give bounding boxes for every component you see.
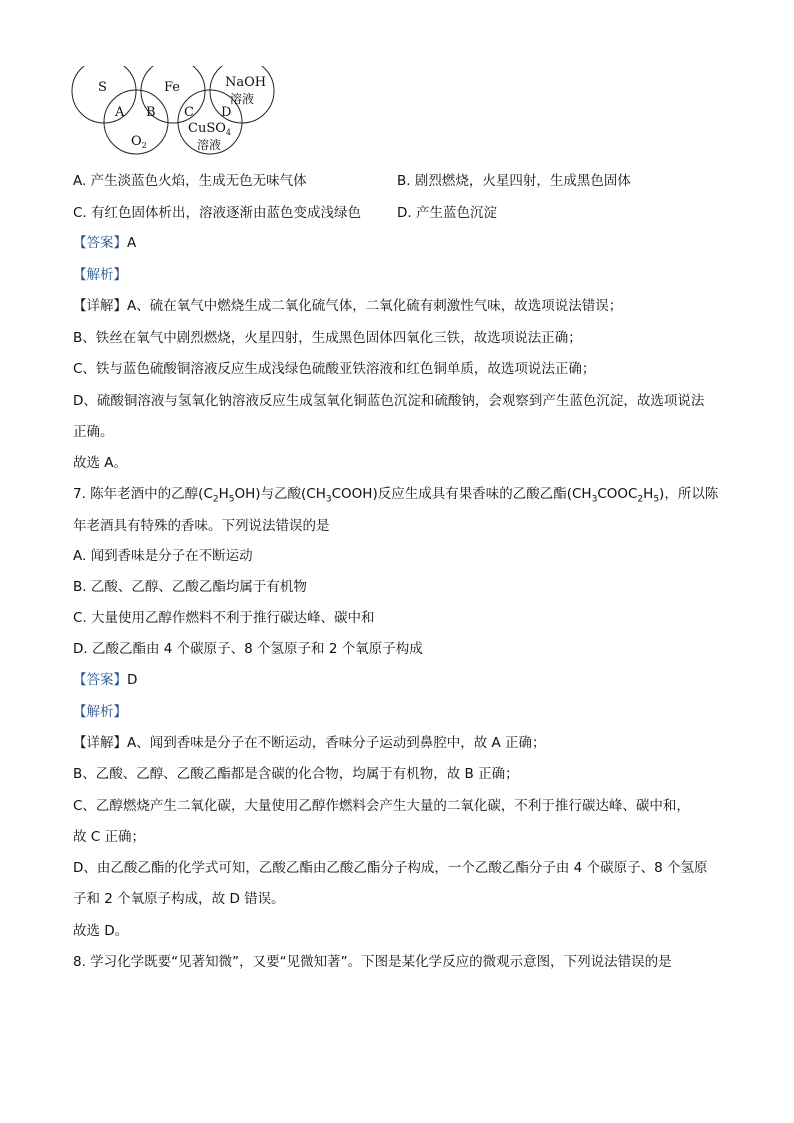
q6-option-a: A. 产生淡蓝色火焰，生成无色无味气体: [73, 173, 307, 189]
q6-answer-value: A: [127, 235, 137, 251]
q7-option-c: C. 大量使用乙醇作燃料不利于推行碳达峰、碳中和: [73, 610, 375, 626]
q7-option-d: D. 乙酸乙酯由 4 个碳原子、8 个氢原子和 2 个氧原子构成: [73, 641, 423, 657]
answer-tag: 【答案】: [73, 235, 127, 251]
label-cuso4: CuSO$_4$: [188, 121, 231, 137]
answer-tag: 【答案】: [73, 672, 127, 688]
label-c: C: [184, 105, 194, 120]
q7-answer: [73, 670, 137, 690]
q7-option-b: B. 乙酸、乙醇、乙酸乙酯均属于有机物: [73, 579, 307, 595]
q7-detail-d-line2: 子和 2 个氧原子构成，故 D 错误。: [73, 891, 285, 907]
q7-option-a: A. 闻到香味是分子在不断运动: [73, 548, 253, 564]
q7-answer-value: D: [127, 672, 138, 688]
q7-conclusion: 故选 D。: [73, 923, 129, 939]
q6-detail-b: B、铁丝在氧气中剧烈燃烧，火星四射，生成黑色固体四氧化三铁，故选项说法正确；: [73, 330, 582, 346]
q6-detail-c: C、铁与蓝色硫酸铜溶液反应生成浅绿色硫酸亚铁溶液和红色铜单质，故选项说法正确；: [73, 361, 596, 377]
q6-analysis-tag: 【解析】: [73, 267, 127, 283]
label-d: D: [221, 105, 232, 120]
label-s: S: [98, 80, 107, 95]
q7-analysis-tag: 【解析】: [73, 704, 127, 720]
q7-detail-d-line1: D、由乙酸乙酯的化学式可知，乙酸乙酯由乙酸乙酯分子构成，一个乙酸乙酯分子由 4 个碳原子、8 个氢原: [73, 860, 708, 876]
q6-option-d: D. 产生蓝色沉淀: [397, 205, 497, 221]
q7-detail-b: B、乙酸、乙醇、乙酸乙酯都是含碳的化合物，均属于有机物，故 B 正确；: [73, 766, 519, 782]
detail-tag: 【详解】: [73, 735, 127, 751]
label-naoh: NaOH: [225, 75, 267, 90]
detail-tag: 【详解】: [73, 298, 127, 314]
q7-detail-a: 【详解】A、闻到香味是分子在不断运动，香味分子运动到鼻腔中，故 A 正确；: [73, 735, 546, 751]
q6-conclusion: 故选 A。: [73, 455, 128, 471]
q7-stem-line2: 年老酒具有特殊的香味。下列说法错误的是: [73, 518, 330, 534]
q7-detail-c-line1: C、乙醇燃烧产生二氧化碳，大量使用乙醇作燃料会产生大量的二氧化碳，不利于推行碳达峰、碳中和，: [73, 798, 690, 814]
q6-option-c: C. 有红色固体析出，溶液逐渐由蓝色变成浅绿色: [73, 205, 362, 221]
q6-detail-d-line2: 正确。: [73, 424, 114, 440]
q8-stem: 8. 学习化学既要“见著知微”，又要“见微知著”。下图是某化学反应的微观示意图，下列说法错误的是: [73, 954, 672, 970]
q6-detail-d-line1: D、硫酸铜溶液与氢氧化钠溶液反应生成氢氧化铜蓝色沉淀和硫酸钠，会观察到产生蓝色沉淀，故选项说法: [73, 393, 705, 409]
label-naoh-solution: 溶液: [230, 92, 255, 106]
label-o2: $O_2$: [131, 134, 147, 150]
q6-detail-a: 【详解】A、硫在氧气中燃烧生成二氧化硫气体，二氧化硫有刺激性气味，故选项说法错误；: [73, 298, 623, 314]
reaction-circles-diagram: [70, 66, 280, 158]
label-cuso4-solution: 溶液: [197, 138, 222, 152]
q6-answer: [73, 233, 136, 253]
q7-stem-line1: 7. 陈年老酒中的乙醇$(C_2H_5OH)$与乙酸$(CH_3COOH)$反应生成具有果香味的乙酸乙酯$(CH_3COOC_2H_5)$，所以陈: [73, 486, 719, 505]
q7-detail-c-line2: 故 C 正确；: [73, 829, 146, 845]
label-fe: Fe: [164, 80, 181, 95]
label-b: B: [146, 105, 156, 120]
q6-option-b: B. 剧烈燃烧，火星四射，生成黑色固体: [397, 173, 631, 189]
label-a: A: [115, 105, 125, 120]
